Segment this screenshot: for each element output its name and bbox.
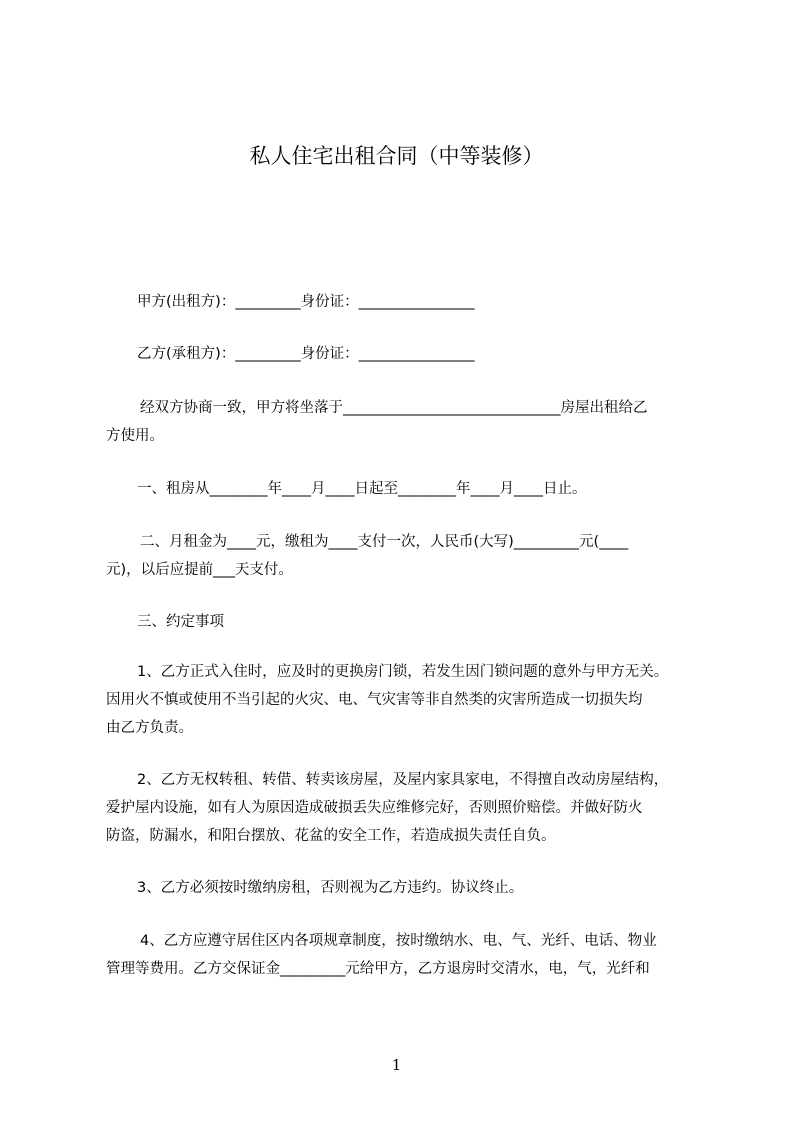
clause-2-line-1: 二、月租金为____元，缴租为____支付一次，人民币(大写)_________元(____: [140, 534, 629, 550]
item-1-line-3: 由乙方负责。: [106, 720, 193, 736]
party-b-line: 乙方(承租方)：_________身份证：________________: [137, 346, 475, 362]
party-a-line: 甲方(出租方)：_________身份证：________________: [137, 294, 475, 310]
item-2-line-3: 防盗，防漏水，和阳台摆放、花盆的安全工作，若造成损失责任自负。: [106, 828, 556, 844]
intro-line-1: 经双方协商一致，甲方将坐落于______________________________房屋出租给乙: [140, 400, 648, 416]
item-1-line-2: 因用火不慎或使用不当引起的火灾、电、气灾害等非自然类的灾害所造成一切损失均: [106, 692, 643, 708]
item-4-line-2: 管理等费用。乙方交保证金_________元给甲方，乙方退房时交清水，电，气，光纤和: [106, 961, 650, 977]
clause-3-heading: 三、约定事项: [137, 614, 224, 630]
item-2-line-2: 爱护屋内设施，如有人为原因造成破损丢失应维修完好，否则照价赔偿。并做好防火: [106, 800, 643, 816]
intro-line-2: 方使用。: [106, 428, 164, 444]
clause-2-line-2: 元)，以后应提前___天支付。: [106, 562, 293, 578]
item-1-line-1: 1、乙方正式入住时，应及时的更换房门锁，若发生因门锁问题的意外与甲方无关。: [137, 664, 669, 680]
item-4-line-1: 4、乙方应遵守居住区内各项规章制度，按时缴纳水、电、气、光纤、电话、物业: [140, 933, 657, 949]
item-2-line-1: 2、乙方无权转租、转借、转卖该房屋，及屋内家具家电，不得擅自改动房屋结构，: [137, 772, 669, 788]
page-number: 1: [391, 1056, 402, 1074]
item-3-line: 3、乙方必须按时缴纳房租，否则视为乙方违约。协议终止。: [137, 880, 524, 896]
document-title: 私人住宅出租合同（中等装修）: [249, 144, 544, 168]
clause-1-rental-period: 一、租房从________年____月____日起至________年____月____日止。: [137, 481, 587, 497]
